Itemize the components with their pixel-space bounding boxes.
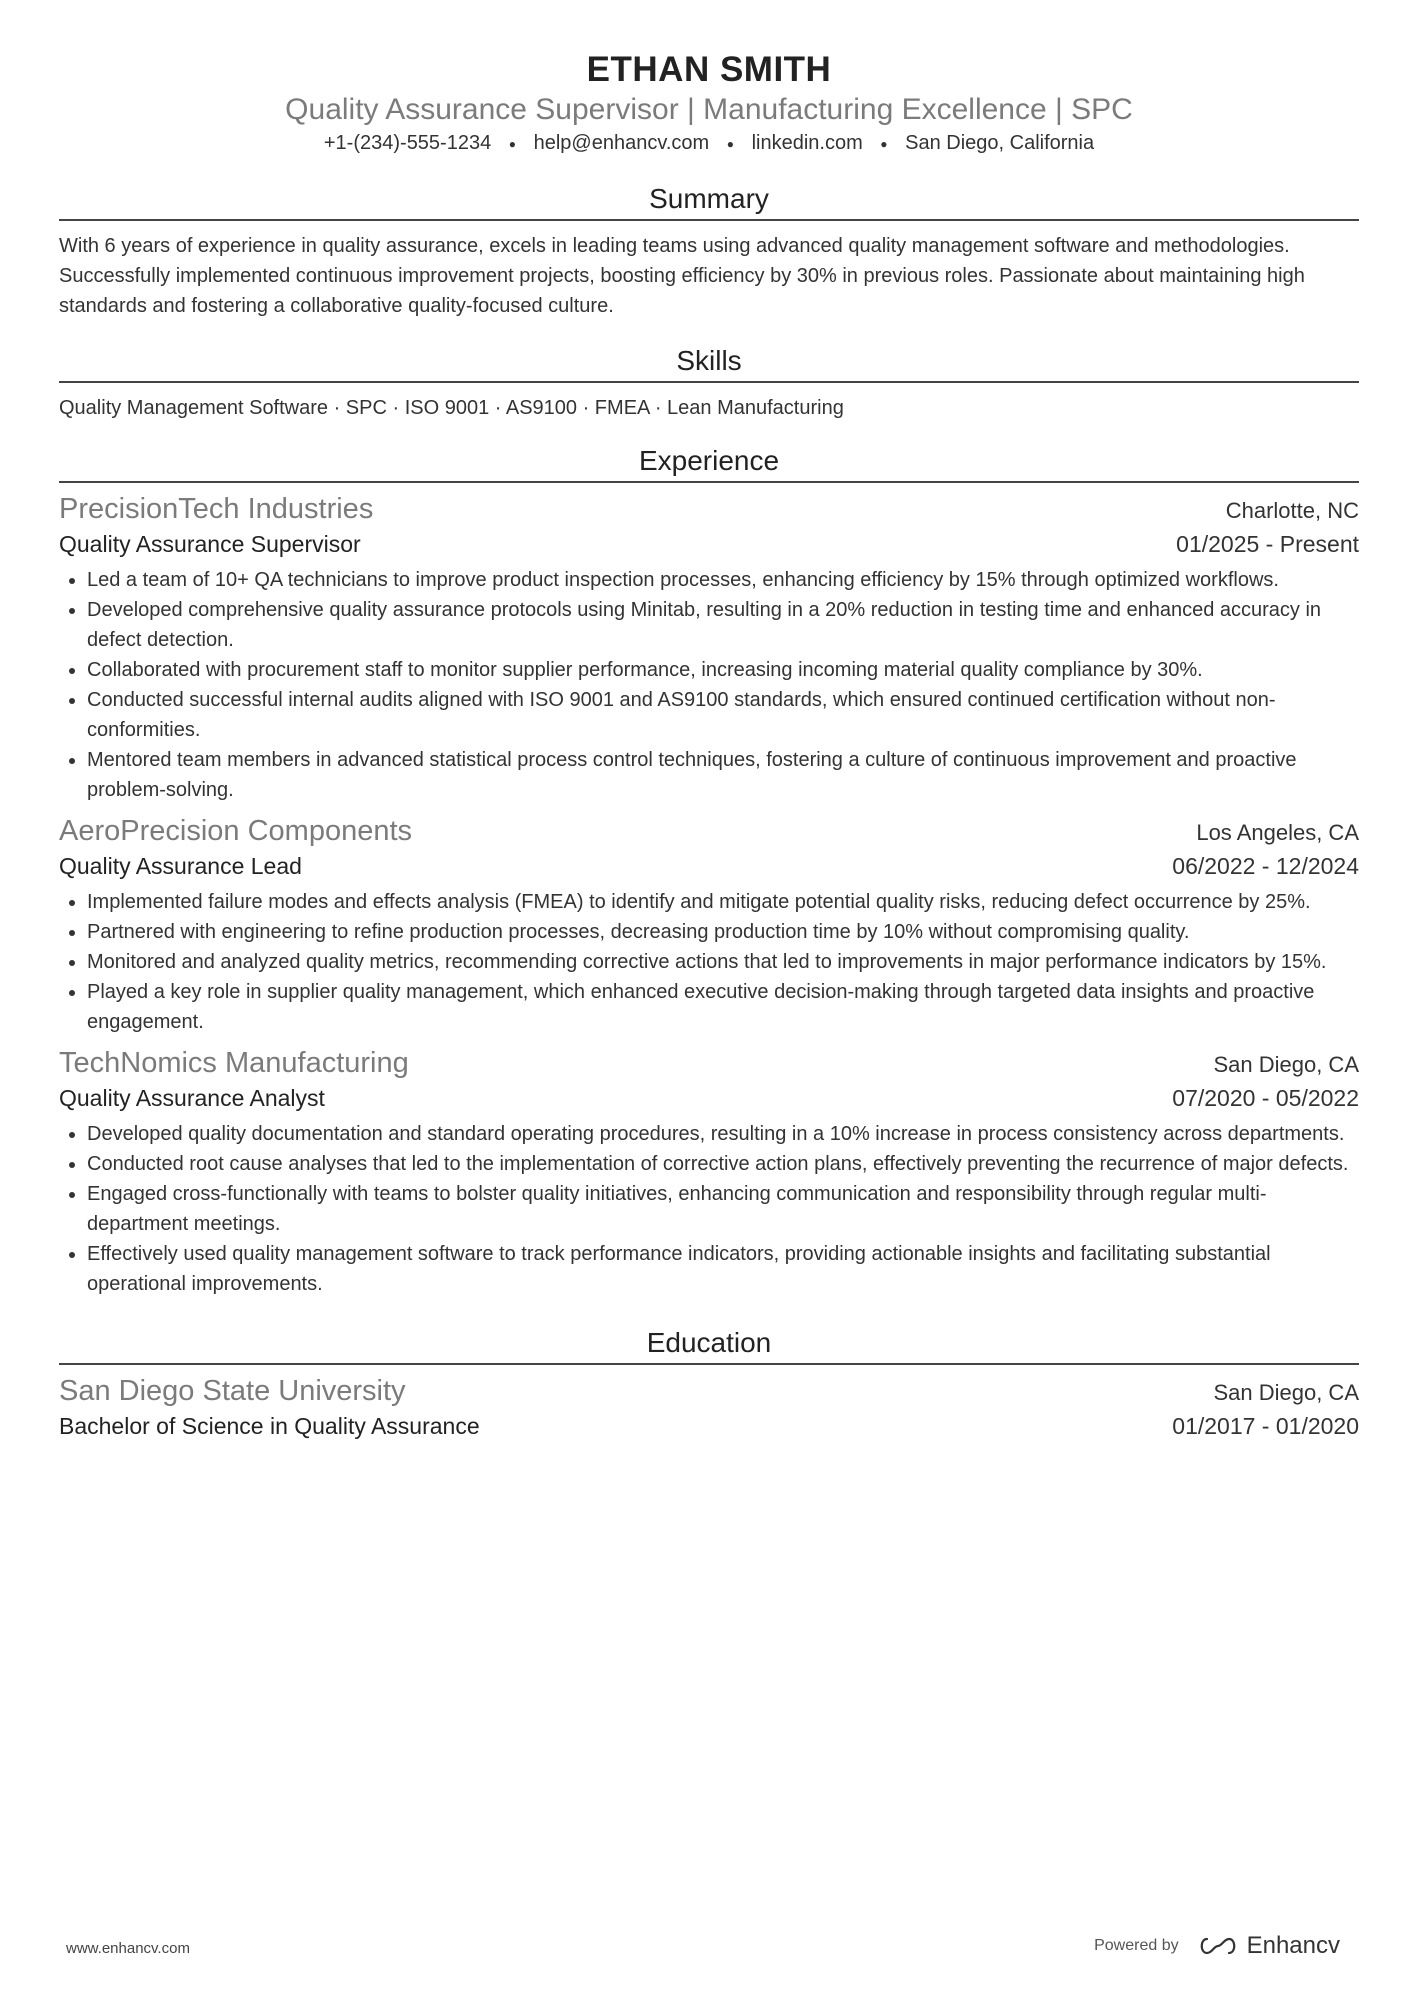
education-dates: 01/2017 - 01/2020	[1172, 1412, 1359, 1439]
list-item: • Effectively used quality management software to track performance indicators, providing actionable insights and facilitating substantial operational improvements.	[87, 1239, 1359, 1299]
school-name: San Diego State University	[59, 1374, 406, 1407]
skills-section	[59, 343, 1359, 423]
list-item: • Engaged cross-functionally with teams to bolster quality initiatives, enhancing communication and responsibility through regular multi-department meetings.	[87, 1179, 1359, 1239]
contact-linkedin[interactable]: linkedin.com	[751, 132, 863, 154]
job-bullets	[59, 1119, 1359, 1299]
job-location: San Diego, CA	[1213, 1051, 1359, 1077]
brand-logo[interactable]	[1197, 1932, 1340, 1960]
footer-branding	[1094, 1932, 1340, 1960]
candidate-name: ETHAN SMITH	[586, 50, 832, 89]
list-item: • Implemented failure modes and effects analysis (FMEA) to identify and mitigate potential quality risks, reducing defect occurrence by 25%.	[87, 887, 1359, 917]
company-name: TechNomics Manufacturing	[59, 1046, 409, 1079]
list-item: • Led a team of 10+ QA technicians to improve product inspection processes, enhancing efficiency by 15% through optimized workflows.	[87, 565, 1359, 595]
experience-entry	[59, 1045, 1359, 1299]
list-item: • Partnered with engineering to refine production processes, decreasing production time by 10% without compromising quality.	[87, 917, 1359, 947]
summary-title: Summary	[59, 181, 1359, 221]
enhancv-logo-icon	[1197, 1935, 1239, 1957]
education-title: Education	[59, 1325, 1359, 1365]
resume-page	[59, 0, 1359, 1443]
contact-email[interactable]: help@enhancv.com	[533, 132, 710, 154]
experience-entry	[59, 813, 1359, 1037]
brand-name: Enhancv	[1246, 1932, 1340, 1959]
resume-header	[59, 0, 1359, 157]
candidate-headline: Quality Assurance Supervisor | Manufacturing Excellence | SPC	[285, 93, 1133, 126]
job-dates: 06/2022 - 12/2024	[1172, 852, 1359, 879]
powered-by-label: Powered by	[1094, 1937, 1179, 1954]
list-item: • Developed comprehensive quality assurance protocols using Minitab, resulting in a 20% reduction in testing time and enhanced accuracy in defect detection.	[87, 595, 1359, 655]
experience-entry	[59, 491, 1359, 805]
job-location: Los Angeles, CA	[1196, 819, 1359, 845]
experience-title: Experience	[59, 443, 1359, 483]
list-item: • Conducted successful internal audits aligned with ISO 9001 and AS9100 standards, which ensured continued certification without non-conformities.	[87, 685, 1359, 745]
education-section	[59, 1325, 1359, 1443]
skills-text: Quality Management Software · SPC · ISO 9001 · AS9100 · FMEA · Lean Manufacturing	[59, 396, 844, 419]
job-bullets	[59, 887, 1359, 1037]
list-item: • Developed quality documentation and standard operating procedures, resulting in a 10% increase in process consistency across departments.	[87, 1119, 1359, 1149]
contact-line	[59, 130, 1359, 157]
job-bullets	[59, 565, 1359, 805]
job-title: Quality Assurance Supervisor	[59, 530, 361, 557]
contact-location: San Diego, California	[905, 132, 1095, 154]
company-name: PrecisionTech Industries	[59, 492, 374, 525]
list-item: • Conducted root cause analyses that led to the implementation of corrective action plans, effectively preventing the recurrence of major defects.	[87, 1149, 1359, 1179]
contact-phone[interactable]: +1-(234)-555-1234	[323, 132, 492, 154]
school-location: San Diego, CA	[1213, 1379, 1359, 1405]
list-item: • Monitored and analyzed quality metrics, recommending corrective actions that led to improvements in major performance indicators by 15%.	[87, 947, 1359, 977]
job-dates: 07/2020 - 05/2022	[1172, 1084, 1359, 1111]
list-item: • Collaborated with procurement staff to monitor supplier performance, increasing incoming material quality compliance by 30%.	[87, 655, 1359, 685]
job-location: Charlotte, NC	[1225, 497, 1359, 523]
job-title: Quality Assurance Lead	[59, 852, 302, 879]
degree: Bachelor of Science in Quality Assurance	[59, 1412, 480, 1439]
skills-title: Skills	[59, 343, 1359, 383]
list-item: • Played a key role in supplier quality management, which enhanced executive decision-making through targeted data insights and proactive engagement.	[87, 977, 1359, 1037]
footer-website[interactable]: www.enhancv.com	[66, 1940, 190, 1957]
summary-text: With 6 years of experience in quality assurance, excels in leading teams using advanced quality management software and methodologies. Successfully implemented continuous improvement projects, boosting efficiency by 30% in previous roles. Passionate about maintaining high standards and fostering a collaborative quality-focused culture.	[59, 234, 1305, 317]
job-dates: 01/2025 - Present	[1176, 530, 1359, 557]
summary-section	[59, 181, 1359, 321]
bullet-separator-icon: ●	[726, 136, 734, 151]
experience-section	[59, 443, 1359, 1299]
bullet-separator-icon: ●	[508, 136, 517, 151]
company-name: AeroPrecision Components	[59, 814, 413, 847]
job-title: Quality Assurance Analyst	[59, 1084, 325, 1111]
list-item: • Mentored team members in advanced statistical process control techniques, fostering a culture of continuous improvement and proactive problem-solving.	[87, 745, 1359, 805]
bullet-separator-icon: ●	[880, 136, 888, 151]
education-entry	[59, 1373, 1359, 1443]
